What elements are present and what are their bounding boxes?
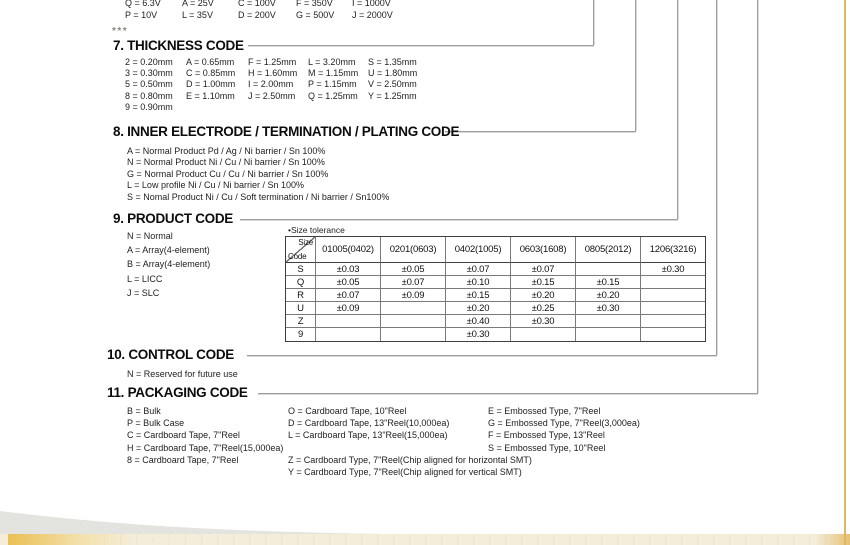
tol-column-header: 01005(0402): [316, 237, 381, 263]
product-code-item: N = Normal: [127, 231, 173, 241]
thickness-code-item: P = 1.15mm: [308, 79, 357, 90]
voltage-code-item: I = 1000V: [352, 0, 391, 8]
tol-value-cell: ±0.30: [576, 302, 641, 315]
tol-value-cell: [511, 328, 576, 341]
tol-column-header: 0805(2012): [576, 237, 641, 263]
thickness-code-item: 9 = 0.90mm: [125, 101, 173, 112]
thickness-code-item: U = 1.80mm: [368, 68, 418, 79]
tol-value-cell: ±0.07: [381, 276, 446, 289]
tol-row-code: 9: [286, 328, 316, 341]
packaging-code-item: S = Embossed Type, 10"Reel: [488, 442, 606, 453]
thickness-code-item: A = 0.65mm: [186, 57, 235, 67]
tol-value-cell: ±0.40: [446, 315, 511, 328]
leader-line-vertical-packaging: [757, 0, 758, 393]
section-title-product-code: 9. PRODUCT CODE: [113, 211, 234, 226]
thickness-code-item: J = 2.50mm: [248, 90, 296, 101]
tol-row-code: S: [286, 263, 316, 276]
product-code-item: B = Array(4-element): [127, 259, 211, 270]
thickness-code-item: 5 = 0.50mm: [125, 79, 173, 90]
tol-value-cell: [576, 315, 641, 328]
leader-line-horizontal-thickness: [248, 45, 594, 46]
thickness-code-item: M = 1.15mm: [308, 68, 359, 79]
tol-value-cell: ±0.20: [446, 302, 511, 315]
tol-value-cell: ±0.20: [576, 289, 641, 302]
tol-row-code: Q: [286, 276, 316, 289]
voltage-code-item: J = 2000V: [352, 10, 393, 20]
tol-row-code: R: [286, 289, 316, 302]
tol-corner-code-label: Code: [288, 252, 307, 261]
tol-column-header: 0402(1005): [446, 237, 511, 263]
tol-value-cell: ±0.20: [511, 289, 576, 302]
tol-value-cell: [641, 328, 705, 341]
thickness-code-item: 3 = 0.30mm: [125, 68, 173, 79]
tol-value-cell: [316, 315, 381, 328]
plating-code-item: G = Normal Product Cu / Cu / Ni barrier / Sn 100%: [127, 168, 329, 179]
leader-line-vertical-control: [716, 0, 717, 355]
plating-code-item: A = Normal Product Pd / Ag / Ni barrier / Sn 100%: [127, 146, 326, 156]
voltage-code-item: C = 100V: [238, 0, 276, 8]
tol-value-cell: [381, 302, 446, 315]
footnote-stars: ***: [112, 26, 129, 37]
packaging-code-item: D = Cardboard Tape, 13"Reel(10,000ea): [288, 418, 450, 429]
tol-value-cell: [576, 263, 641, 276]
voltage-code-item: P = 10V: [125, 10, 158, 20]
thickness-code-item: E = 1.10mm: [186, 90, 235, 101]
thickness-code-item: D = 1.00mm: [186, 79, 236, 90]
leader-line-horizontal-packaging: [258, 393, 758, 394]
tol-value-cell: [641, 302, 705, 315]
tol-value-cell: [316, 328, 381, 341]
tol-row-code: U: [286, 302, 316, 315]
leader-line-horizontal-control: [247, 355, 717, 356]
thickness-code-item: 2 = 0.20mm: [125, 57, 173, 67]
thickness-code-item: L = 3.20mm: [308, 57, 356, 67]
section-title-packaging-code: 11. PACKAGING CODE: [107, 385, 248, 400]
leader-line-vertical-thickness: [593, 0, 594, 45]
thickness-code-item: V = 2.50mm: [368, 79, 417, 90]
tol-value-cell: ±0.09: [381, 289, 446, 302]
thickness-code-item: F = 1.25mm: [248, 57, 297, 67]
tol-value-cell: ±0.15: [511, 276, 576, 289]
thickness-code-item: H = 1.60mm: [248, 68, 298, 79]
leader-line-horizontal-product: [240, 219, 678, 220]
tol-value-cell: ±0.15: [446, 289, 511, 302]
packaging-code-item: E = Embossed Type, 7"Reel: [488, 406, 601, 416]
tol-column-header: 1206(3216): [641, 237, 705, 263]
packaging-code-item: F = Embossed Type, 13"Reel: [488, 430, 605, 441]
plating-code-item: S = Nomal Product Ni / Cu / Soft termination / Ni barrier / Sn100%: [127, 191, 390, 202]
tol-column-header: 0201(0603): [381, 237, 446, 263]
tol-value-cell: [641, 289, 705, 302]
thickness-code-item: Q = 1.25mm: [308, 90, 358, 101]
leader-line-vertical-plating: [635, 0, 636, 131]
size-tolerance-table: [285, 236, 706, 342]
voltage-code-item: A = 25V: [182, 0, 214, 8]
tol-value-cell: ±0.03: [316, 263, 381, 276]
section-title-plating-code: 8. INNER ELECTRODE / TERMINATION / PLATING CODE: [113, 124, 460, 139]
section-title-control-code: 10. CONTROL CODE: [107, 347, 234, 362]
tol-value-cell: ±0.07: [446, 263, 511, 276]
packaging-code-item: O = Cardboard Tape, 10"Reel: [288, 406, 407, 416]
tol-column-header: 0603(1608): [511, 237, 576, 263]
tol-value-cell: [381, 328, 446, 341]
leader-line-vertical-product: [677, 0, 678, 219]
packaging-code-item: B = Bulk: [127, 406, 161, 416]
voltage-code-item: Q = 6.3V: [125, 0, 161, 8]
leader-line-horizontal-plating: [445, 131, 636, 132]
packaging-code-item: Y = Cardboard Type, 7"Reel(Chip aligned for vertical SMT): [288, 467, 522, 477]
product-code-item: J = SLC: [127, 287, 160, 298]
packaging-code-item: L = Cardboard Tape, 13"Reel(15,000ea): [288, 430, 448, 441]
tol-value-cell: ±0.05: [381, 263, 446, 276]
footer-gold-gradient-left: [8, 534, 133, 545]
tol-table-corner-cell: [286, 237, 316, 263]
section-title-thickness-code: 7. THICKNESS CODE: [113, 38, 244, 53]
packaging-code-item: 8 = Cardboard Tape, 7"Reel: [127, 454, 239, 465]
size-tolerance-label: •Size tolerance: [288, 225, 345, 235]
tol-value-cell: ±0.07: [511, 263, 576, 276]
packaging-code-item: C = Cardboard Tape, 7"Reel: [127, 430, 240, 441]
control-code-item: N = Reserved for future use: [127, 369, 238, 379]
plating-code-item: L = Low profile Ni / Cu / Ni barrier / Sn 100%: [127, 180, 304, 191]
tol-value-cell: [576, 328, 641, 341]
thickness-code-item: Y = 1.25mm: [368, 90, 417, 101]
packaging-code-item: Z = Cardboard Type, 7"Reel(Chip aligned for horizontal SMT): [288, 454, 532, 465]
thickness-code-item: I = 2.00mm: [248, 79, 294, 90]
tol-value-cell: ±0.30: [641, 263, 705, 276]
thickness-code-item: 8 = 0.80mm: [125, 90, 173, 101]
tol-value-cell: ±0.30: [446, 328, 511, 341]
tol-value-cell: [641, 276, 705, 289]
right-edge-gold-line: [844, 0, 846, 545]
tol-corner-size-label: Size: [298, 238, 313, 247]
tol-value-cell: [381, 315, 446, 328]
tol-value-cell: ±0.05: [316, 276, 381, 289]
product-code-item: A = Array(4-element): [127, 245, 210, 256]
tol-row-code: Z: [286, 315, 316, 328]
voltage-code-item: F = 350V: [296, 0, 333, 8]
tol-value-cell: ±0.10: [446, 276, 511, 289]
packaging-code-item: H = Cardboard Tape, 7"Reel(15,000ea): [127, 442, 284, 453]
tol-value-cell: ±0.07: [316, 289, 381, 302]
footer-curve-decoration: [0, 505, 440, 536]
thickness-code-item: S = 1.35mm: [368, 57, 417, 67]
product-code-item: L = LICC: [127, 273, 163, 284]
voltage-code-item: L = 35V: [182, 10, 213, 20]
voltage-code-item: D = 200V: [238, 10, 276, 20]
plating-code-item: N = Normal Product Ni / Cu / Ni barrier / Sn 100%: [127, 157, 325, 168]
packaging-code-item: P = Bulk Case: [127, 418, 185, 429]
tol-value-cell: ±0.09: [316, 302, 381, 315]
tol-value-cell: ±0.25: [511, 302, 576, 315]
thickness-code-item: C = 0.85mm: [186, 68, 236, 79]
tol-value-cell: ±0.30: [511, 315, 576, 328]
packaging-code-item: G = Embossed Type, 7"Reel(3,000ea): [488, 418, 640, 429]
voltage-code-item: G = 500V: [296, 10, 335, 20]
tol-value-cell: ±0.15: [576, 276, 641, 289]
tol-value-cell: [641, 315, 705, 328]
